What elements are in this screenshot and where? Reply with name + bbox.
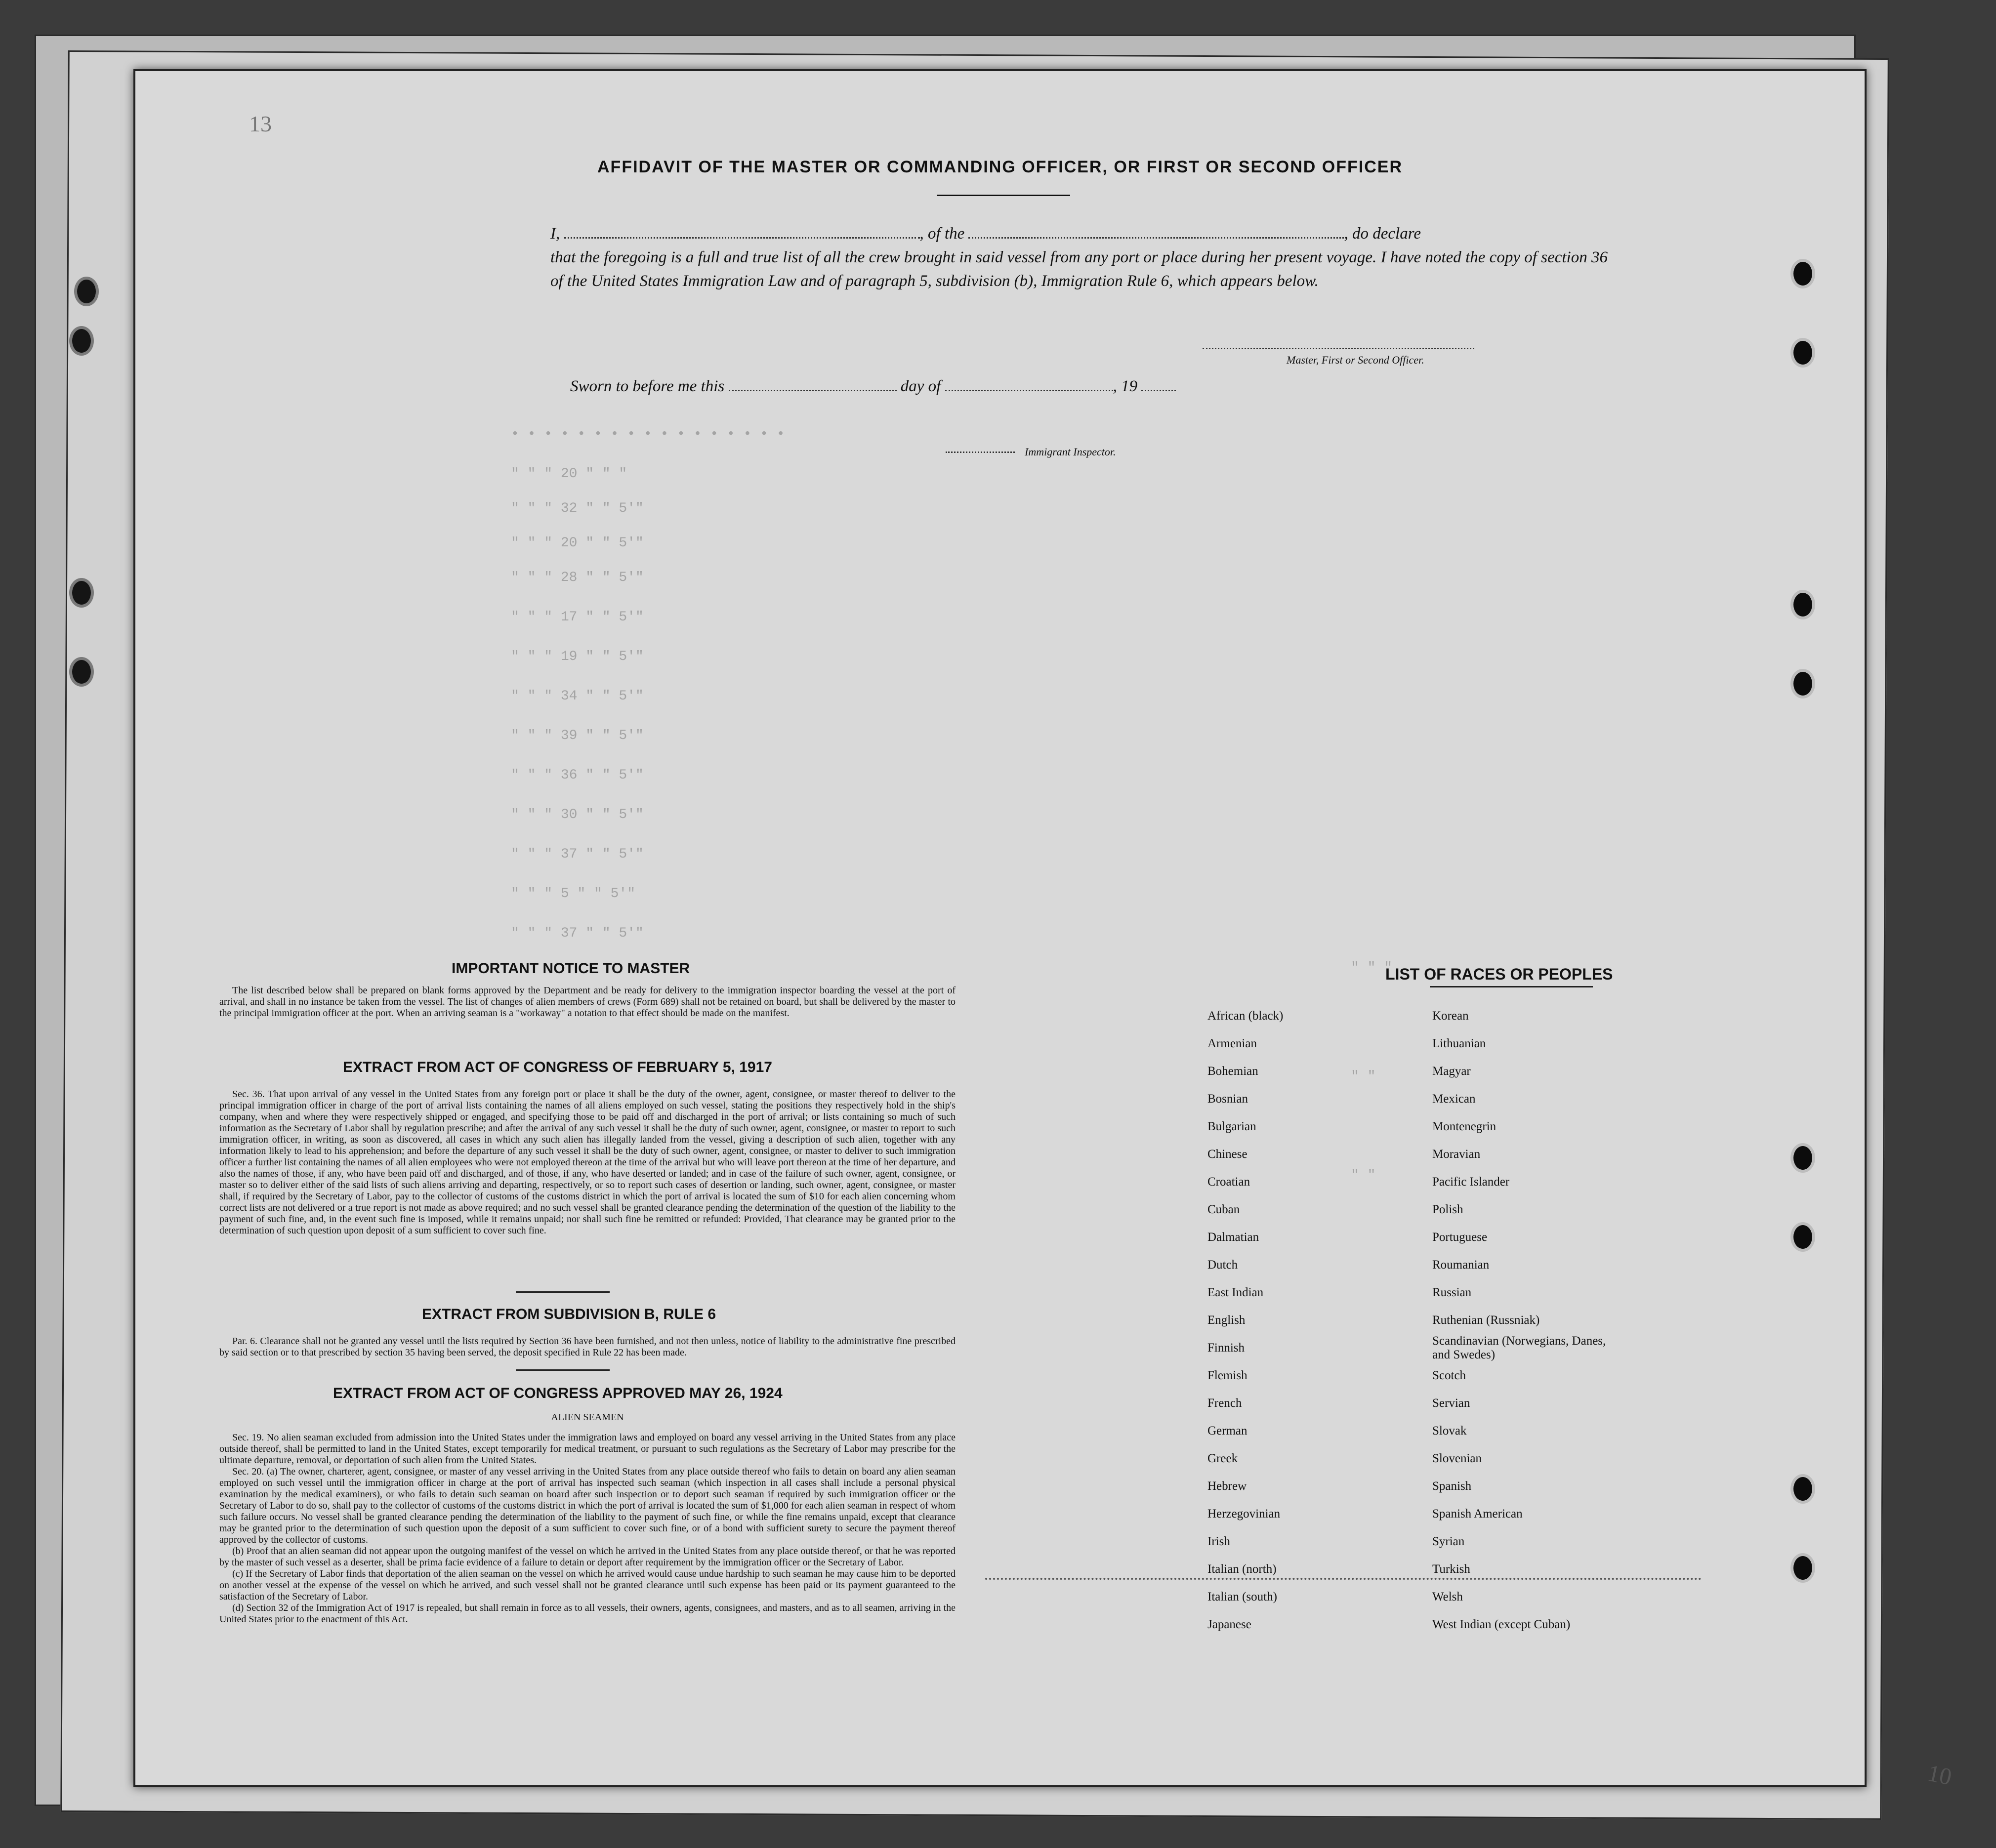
binder-hole [69,578,94,608]
notice-text: The list described below shall be prepared on blank forms approved by the Department and be ready for delivery to the immigration inspector boarding the vessel at the port of arrival, and shall in no instance be taken from the vessel. The list of changes of alien members of crews (Form 689) shall not be retained on board, but shall be delivered by the master to the principal immigration officer at the port. When an arriving seaman is a "workaway" a notation to that effect should be made on the manifest. [219,985,956,1019]
race-item: Scandinavian (Norwegians, Danes, and Swedes) [1432,1334,1606,1361]
race-item: Herzegovinian [1207,1507,1281,1520]
punch-hole [1790,1222,1815,1252]
act-1924-text: ALIEN SEAMEN Sec. 19. No alien seaman excluded from admission into the United States under the immigration laws and employed on board any vessel arriving in the United States from any place outside thereof, shall be permitted to land in the United States, except temporarily for medical treatment, or pursuant to such regulations as the Secretary of Labor may prescribe for the ultimate departure, removal, or deportation of such alien from the United States. Sec. 20. (a) The owner, charterer, agent, consignee, or master of any vessel arriving in the United States from any place outside thereof who fails to detain on board any alien seaman employed on such vessel until the immigration officer in charge at the port of arrival has inspected such seaman (which inspection in all cases shall include a personal physical examination by the medical examiners), or who fails to detain such seaman on board after such inspection or to deport such seaman if required by such immigration officer or the Secretary of Labor to do so, shall pay to the collector of customs of the customs district in which the port of arrival is located the sum of $1,000 for each alien seaman in respect of whom such failure occurs. No vessel shall be granted clearance pending the determination of the liability to the payment of such fine, or while the fine remains unpaid, except that clearance may be granted prior to the determination of such question upon the deposit of a sum sufficient to cover such fine, or of a bond with sufficient surety to secure the payment thereof approved by the collector of customs. (b) Proof that an alien seaman did not appear upon the outgoing manifest of the vessel on which he arrived in the United States from any place outside thereof, or that he was reported by the master of such vessel as a deserter, shall be prima facie evidence of a failure to detain or deport after requirement by the immigration officer or the Secretary of Labor. (c) If the Secretary of Labor finds that deportation of the alien seaman on the vessel on which he arrived would cause undue hardship to such seaman he may cause him to be deported on another vessel at the expense of the vessel on which he arrived, and such vessel shall not be granted clearance until such expense has been paid or its payment guaranteed to the satisfaction of the Secretary of Labor. (d) Section 32 of the Immigration Act of 1917 is repealed, but shall remain in force as to all vessels, their owners, agents, consignees, and masters, and as to all seamen, arriving in the United States prior to the enactment of this Act. [219,1412,956,1625]
page-edge-mark: 10 [1925,1760,1954,1791]
punch-hole [1790,1143,1815,1173]
binder-hole [69,657,94,687]
signature-line[interactable] [1203,348,1474,349]
punch-hole [1790,338,1815,368]
race-item: Russian [1432,1286,1472,1299]
declaration-of-the: , of the [919,225,965,243]
race-item: Pacific Islander [1432,1175,1510,1189]
race-item: Slovak [1432,1424,1467,1437]
inspector-label: Immigrant Inspector. [1025,446,1116,458]
races-right-column [1432,1002,1610,1639]
month-blank[interactable] [945,379,1113,391]
race-item: West Indian (except Cuban) [1432,1618,1571,1631]
race-item: Portuguese [1432,1231,1488,1244]
race-item: Scotch [1432,1369,1466,1382]
declaration-do-declare: , do declare [1344,225,1421,243]
inspector-signature-line[interactable] [946,452,1015,453]
race-item: Spanish American [1432,1507,1523,1520]
document-page: • • • • • • • • • • • • • • • • • " " " 20 " " " " " " 32 " " 5'" " " " 20 " " 5'" " " " 28 " " 5'" " " " 17 " " 5'" " " " 19 " " 5'" " " " 34 " " 5'" " " " 39 " " 5'" " " " 36 " " 5'" " " " 30 " " 5'" " " " 37 " " 5'" " " " 5 " " 5'" " " " 37 " " 5'" " " " " " " " 13 AFFIDAVIT OF THE MASTER OR COMMANDING OFFICER, OR FIRST OR SECOND OFFICER I, , of the , do declare that the foregoing is a full and true list of all the crew brought in said vessel from any port or place during her present voyage. I have noted the copy of section 36 of the United States Immigration Law and of paragraph 5, subdivision (b), Immigration Rule 6, which appears below. Master, First or Second Officer. Sworn to before me this day of , 19 Immigrant Inspector. IMPORTANT NOTICE TO MASTER The list described below shall be prepared on blank forms approved by the Department and be ready for delivery to the immigration inspector boarding the vessel at the port of arrival, and shall in no instance be taken from the vessel. The list of changes of alien members of crews (Form 689) shall not be retained on board, but shall be delivered by the master to the principal immigration officer at the port. When an arriving seaman is a "workaway" a notation to that effect should be made on the manifest. EXTRACT FROM ACT OF CONGRESS OF FEBRUARY 5, 1917 Sec. 36. That upon arrival of any vessel in the United States from any foreign port or place it shall be the duty of the owner, agent, consignee, or master thereof to deliver to the principal immigration officer in charge of the port of arrival lists containing the names of all aliens employed on such vessel, stating the positions they respectively hold in the ship's company, when and where they were respectively shipped or engaged, and specifying those to be paid off and discharged in the port of arrival; or lists containing so much of such information as the Secretary of Labor shall by regulation prescribe; and after the arrival of any such vessel it shall be the duty of such owner, agent, consignee, or master to report to such immigration officer, in writing, as soon as discovered, all cases in which any such alien has illegally landed from the vessel, giving a description of such alien, together with any information likely to lead to his apprehension; and before the departure of any such vessel it shall be the duty of such owner, agent, consignee, or master to deliver to such immigration officer a further list containing the names of all alien employees who were not employed thereon at the time of the arrival but who will leave port thereon at the time of her departure, and also the names of those, if any, who have been paid off and discharged, and of those, if any, who have deserted or landed; and in case of the failure of such owner, agent, consignee, or master so to deliver either of the said lists of such aliens arriving and departing, respectively, or so to report such cases of desertion or landing, such owner, agent, consignee, or master shall, if required by the Secretary of Labor, pay to the collector of customs of the customs district in which the port of arrival is located the sum of $10 for each alien concerning whom correct lists are not delivered or a true report is not made as above required; and no such vessel shall be granted clearance pending the determination of the question of the liability to the payment of such fine, and, in the event such fine is imposed, while it remains unpaid; nor shall such fine be remitted or refunded: Provided, That clearance may be granted prior to the determination of such question upon deposit of a sum sufficient to cover such fine. EXTRACT FROM SUBDIVISION B, RULE 6 Par. 6. Clearance shall not be granted any vessel until the lists required by Section 36 have been furnished, and not then unless, notice of liability to the administrative fine prescribed by said section or to that prescribed by section 35 having been served, the deposit specified in Rule 22 has been made. EXTRACT FROM ACT OF CONGRESS APPROVED MAY 26, 1924 ALIEN SEAMEN Sec. 19. No alien seaman excluded from admission into the United States under the immigration laws and employed on board any vessel arriving in the United States from any place outside thereof, shall be permitted to land in the United States, except temporarily for medical treatment, or pursuant to such regulations as the Secretary of Labor may prescribe for the ultimate departure, removal, or deportation of such alien from the United States. Sec. 20. (a) The owner, charterer, agent, consignee, or master of any vessel arriving in the United States from any place outside thereof who fails to detain on board any alien seaman employed on such vessel until the immigration officer in charge at the port of arrival has inspected such seaman (which inspection in all cases shall include a personal physical examination by the medical examiners), or who fails to detain such seaman on board after such inspection or to deport such seaman if required by such immigration officer or the Secretary of Labor to do so, shall pay to the collector of customs of the customs district in which the port of arrival is located the sum of $1,000 for each alien seaman in respect of whom such failure occurs. No vessel shall be granted clearance pending the determination of the liability to the payment of such fine, or while the fine remains unpaid, except that clearance may be granted prior to the determination of such question upon the deposit of a sum sufficient to cover such fine, or of a bond with sufficient surety to secure the payment thereof approved by the collector of customs. (b) Proof that an alien seaman did not appear upon the outgoing manifest of the vessel on which he arrived in the United States from any place outside thereof, or that he was reported by the master of such vessel as a deserter, shall be prima facie evidence of a failure to detain or deport after requirement by the immigration officer or the Secretary of Labor. (c) If the Secretary of Labor finds that deportation of the alien seaman on the vessel on which he arrived would cause undue hardship to such seaman he may cause him to be deported on another vessel at the expense of the vessel on which he arrived, and such vessel shall not be granted clearance until such expense has been paid or its payment guaranteed to the satisfaction of the Secretary of Labor. (d) Section 32 of the Immigration Act of 1917 is repealed, but shall remain in force as to all vessels, their owners, agents, consignees, and masters, and as to all seamen, arriving in the United States prior to the enactment of this Act. LIST OF RACES OR PEOPLES African (black) Armenian Bohemian Bosnian Bulgarian Chinese Croatian Cuban Dalmatian Dutch East Indian English Finnish Flemish French German Greek Hebrew Herzegovinian Irish Italian (north) Italian (south) Japanese Korean Lithuanian Magyar Mexican Montenegrin Moravian Pacific Islander Polish Portuguese Roumanian Russian Ruthenian (Russniak) Scandinavian (Norwegians, Danes, and Swedes) Scotch Servian Slovak Slovenian Spanish Spanish American Syrian Turkish Welsh West Indian (except Cuban) [133,69,1867,1787]
declaration-line [550,222,1608,246]
punch-hole [1790,1553,1815,1583]
alien-seamen-subtitle: ALIEN SEAMEN [551,1412,624,1423]
declaration-i: I, [550,225,560,243]
race-item: Bohemian [1207,1065,1258,1078]
race-item: Korean [1432,1009,1469,1023]
races-title: LIST OF RACES OR PEOPLES [1385,965,1613,983]
race-item: Welsh [1432,1590,1463,1603]
affidavit-title: AFFIDAVIT OF THE MASTER OR COMMANDING OFFICER, OR FIRST OR SECOND OFFICER [597,158,1403,176]
punch-hole [1790,259,1815,288]
race-item: Lithuanian [1432,1037,1486,1050]
race-item: Italian (north) [1207,1562,1277,1576]
race-item: Polish [1432,1203,1463,1216]
day-blank[interactable] [729,379,897,391]
sworn-text: Sworn to before me this [570,377,725,395]
race-item: Finnish [1207,1341,1245,1355]
race-item: English [1207,1314,1246,1327]
race-item: Dutch [1207,1258,1238,1272]
race-item: German [1207,1424,1248,1437]
race-item: Turkish [1432,1562,1470,1576]
race-item: Cuban [1207,1203,1240,1216]
punch-hole [1790,590,1815,619]
race-item: Bosnian [1207,1092,1248,1106]
section-rule [516,1291,610,1293]
race-item: Italian (south) [1207,1590,1277,1603]
vessel-blank[interactable] [968,226,1344,239]
race-item: Servian [1432,1396,1470,1410]
race-item: Chinese [1207,1148,1248,1161]
races-left-column [1207,1002,1283,1639]
year-prefix: , 19 [1113,377,1138,395]
signature-label: Master, First or Second Officer. [1287,354,1424,366]
name-blank[interactable] [564,226,920,239]
binder-hole [69,326,94,356]
race-item: Magyar [1432,1065,1471,1078]
binder-hole [74,277,99,306]
dotted-divider [985,1578,1702,1580]
title-rule [937,195,1070,196]
page-corner-mark: 13 [249,111,272,136]
section-rule [516,1369,610,1371]
race-item: Spanish [1432,1479,1472,1493]
race-item: French [1207,1396,1242,1410]
race-item: Bulgarian [1207,1120,1256,1133]
year-blank[interactable] [1141,379,1176,391]
races-rule [1430,986,1593,987]
race-item: Croatian [1207,1175,1250,1189]
act-1917-title: EXTRACT FROM ACT OF CONGRESS OF FEBRUARY 5, 1917 [343,1059,772,1075]
punch-hole [1790,1474,1815,1504]
act-1917-text: Sec. 36. That upon arrival of any vessel in the United States from any foreign port or place it shall be the duty of the owner, agent, consignee, or master thereof to deliver to the principal immigration officer in charge of the port of arrival lists containing the names of all aliens employed on such vessel, stating the positions they respectively hold in the ship's company, when and where they were respectively shipped or engaged, and specifying those to be paid off and discharged in the port of arrival; or lists containing so much of such information as the Secretary of Labor shall by regulation prescribe; and after the arrival of any such vessel it shall be the duty of such owner, agent, consignee, or master to report to such immigration officer, in writing, as soon as discovered, all cases in which any such alien has illegally landed from the vessel, giving a description of such alien, together with any information likely to lead to his apprehension; and before the departure of any such vessel it shall be the duty of such owner, agent, consignee, or master to deliver to such immigration officer a further list containing the names of all alien employees who were not employed thereon at the time of the arrival but who will leave port thereon at the time of her departure, and also the names of those, if any, who have been paid off and discharged, and of those, if any, who have deserted or landed; and in case of the failure of such owner, agent, consignee, or master so to deliver either of the said lists of such aliens arriving and departing, respectively, or so to report such cases of desertion or landing, such owner, agent, consignee, or master shall, if required by the Secretary of Labor, pay to the collector of customs of the customs district in which the port of arrival is located the sum of $10 for each alien concerning whom correct lists are not delivered or a true report is not made as above required; and no such vessel shall be granted clearance pending the determination of the question of the liability to the payment of such fine, and, in the event such fine is imposed, while it remains unpaid; nor shall such fine be remitted or refunded: Provided, That clearance may be granted prior to the determination of such question upon deposit of a sum sufficient to cover such fine. [219,1089,956,1236]
day-of-text: day of [900,377,941,395]
declaration-text: that the foregoing is a full and true list of all the crew brought in said vessel from any port or place during her present voyage. I have noted the copy of section 36 of the United States Immigration Law and of paragraph 5, subdivision (b), Immigration Rule 6, which appears below. [550,248,1608,290]
race-item: Hebrew [1207,1479,1247,1493]
race-item: Japanese [1207,1618,1251,1631]
race-item: Roumanian [1432,1258,1490,1272]
race-item: Greek [1207,1452,1238,1465]
race-item: Ruthenian (Russniak) [1432,1314,1540,1327]
punch-hole [1790,669,1815,698]
rule-6-text: Par. 6. Clearance shall not be granted any vessel until the lists required by Section 36 have been furnished, and not then unless, notice of liability to the administrative fine prescribed by said section or to that prescribed by section 35 having been served, the deposit specified in Rule 22 has been made. [219,1336,956,1358]
race-item: Armenian [1207,1037,1257,1050]
race-item: Montenegrin [1432,1120,1497,1133]
sworn-line [570,377,1176,396]
race-item: Flemish [1207,1369,1248,1382]
rule-6-title: EXTRACT FROM SUBDIVISION B, RULE 6 [422,1306,716,1322]
race-item: Moravian [1432,1148,1481,1161]
race-item: Mexican [1432,1092,1476,1106]
race-item: East Indian [1207,1286,1264,1299]
notice-title: IMPORTANT NOTICE TO MASTER [452,960,690,977]
act-1924-title: EXTRACT FROM ACT OF CONGRESS APPROVED MAY 26, 1924 [333,1385,783,1401]
race-item: Dalmatian [1207,1231,1259,1244]
race-item: Syrian [1432,1535,1465,1548]
race-item: African (black) [1207,1009,1284,1023]
race-item: Slovenian [1432,1452,1482,1465]
affidavit-body [550,222,1608,293]
race-item: Irish [1207,1535,1230,1548]
